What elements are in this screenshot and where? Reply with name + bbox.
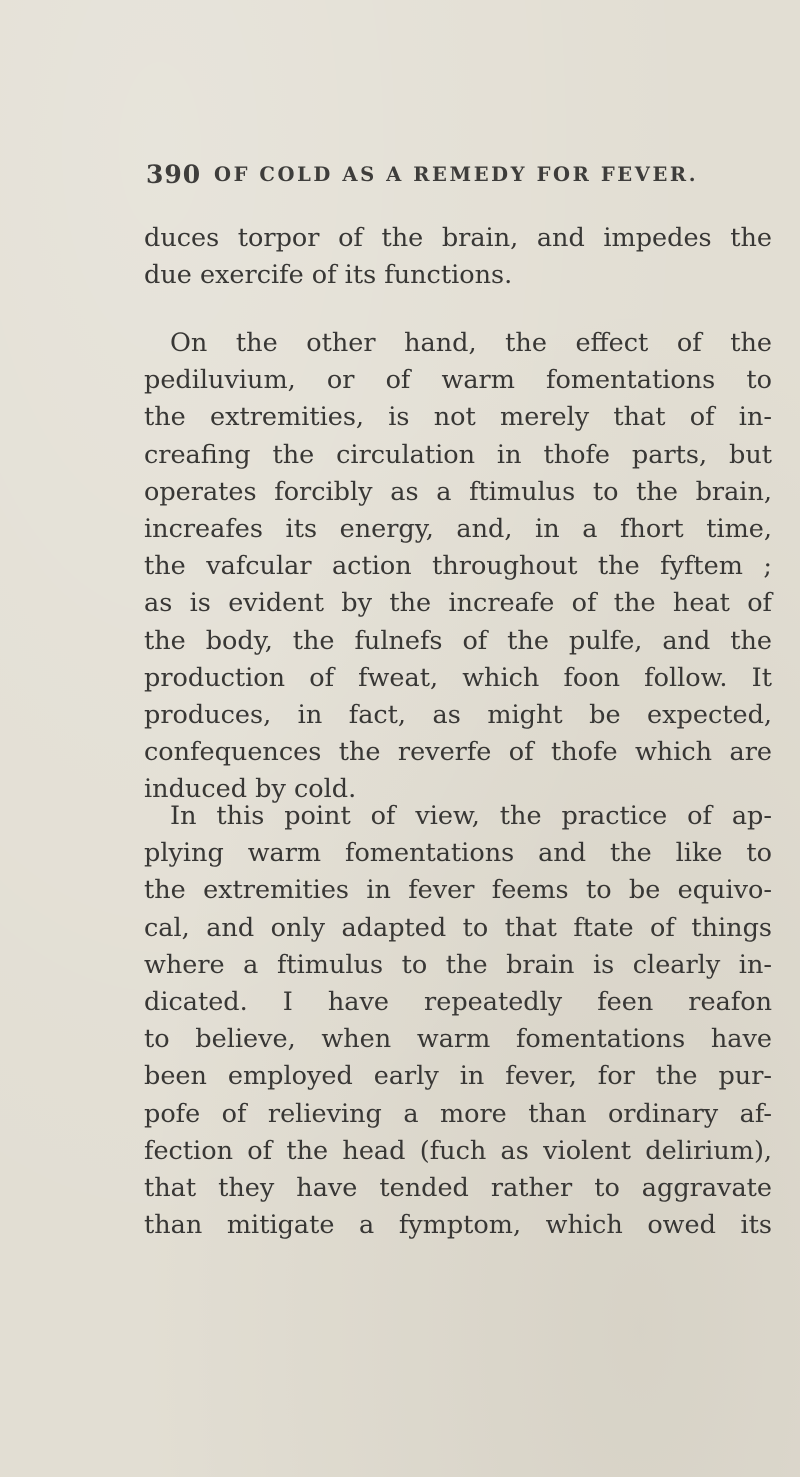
text-line: the extremities in fever feems to be equivo- [144, 875, 772, 906]
text-line: produces, in fact, as might be expected, [144, 699, 772, 730]
text-line: the body, the fulnefs of the pulfe, and the [144, 625, 772, 656]
text-line: increafes its energy, and, in a fhort time, [144, 513, 772, 544]
text-line: confequences the reverfe of thofe which are [144, 737, 772, 768]
text-line: duces torpor of the brain, and impedes the [144, 223, 772, 253]
text-line: On the other hand, the effect of the [170, 328, 772, 358]
text-line: been employed early in fever, for the pur- [144, 1061, 772, 1092]
page-number: 390 [146, 160, 202, 189]
text-line: dicated. I have repeatedly feen reafon [144, 986, 772, 1017]
text-line: pofe of relieving a more than ordinary af- [144, 1098, 772, 1129]
text-line: to believe, when warm fomentations have [144, 1024, 772, 1055]
running-title: OF COLD AS A REMEDY FOR FEVER. [214, 163, 699, 186]
paragraph-continuation [144, 220, 772, 294]
text-line: the vafcular action throughout the fyftem ; [144, 551, 772, 582]
text-line: fection of the head (fuch as violent delirium), [144, 1135, 772, 1166]
paragraph-point-of-view [144, 798, 772, 1244]
text-line: creafing the circulation in thofe parts, but [144, 439, 772, 470]
running-head [146, 160, 786, 196]
text-line: In this point of view, the practice of ap- [170, 801, 772, 831]
text-line: due exercife of its functions. [144, 260, 513, 291]
text-line: cal, and only adapted to that ftate of things [144, 912, 772, 943]
text-line: pediluvium, or of warm fomentations to [144, 365, 772, 396]
text-line: induced by cold. [144, 774, 357, 805]
text-line: as is evident by the increafe of the heat of [144, 588, 772, 619]
text-line: operates forcibly as a ftimulus to the brain, [144, 476, 772, 507]
text-line: where a ftimulus to the brain is clearly in- [144, 949, 772, 980]
text-line: that they have tended rather to aggravate [144, 1172, 772, 1203]
text-line: the extremities, is not merely that of in- [144, 402, 772, 433]
text-line: plying warm fomentations and the like to [144, 838, 772, 869]
text-line: than mitigate a fymptom, which owed its [144, 1210, 772, 1241]
paragraph-pediluvium [144, 325, 772, 808]
text-line: production of fweat, which foon follow. It [144, 662, 772, 693]
